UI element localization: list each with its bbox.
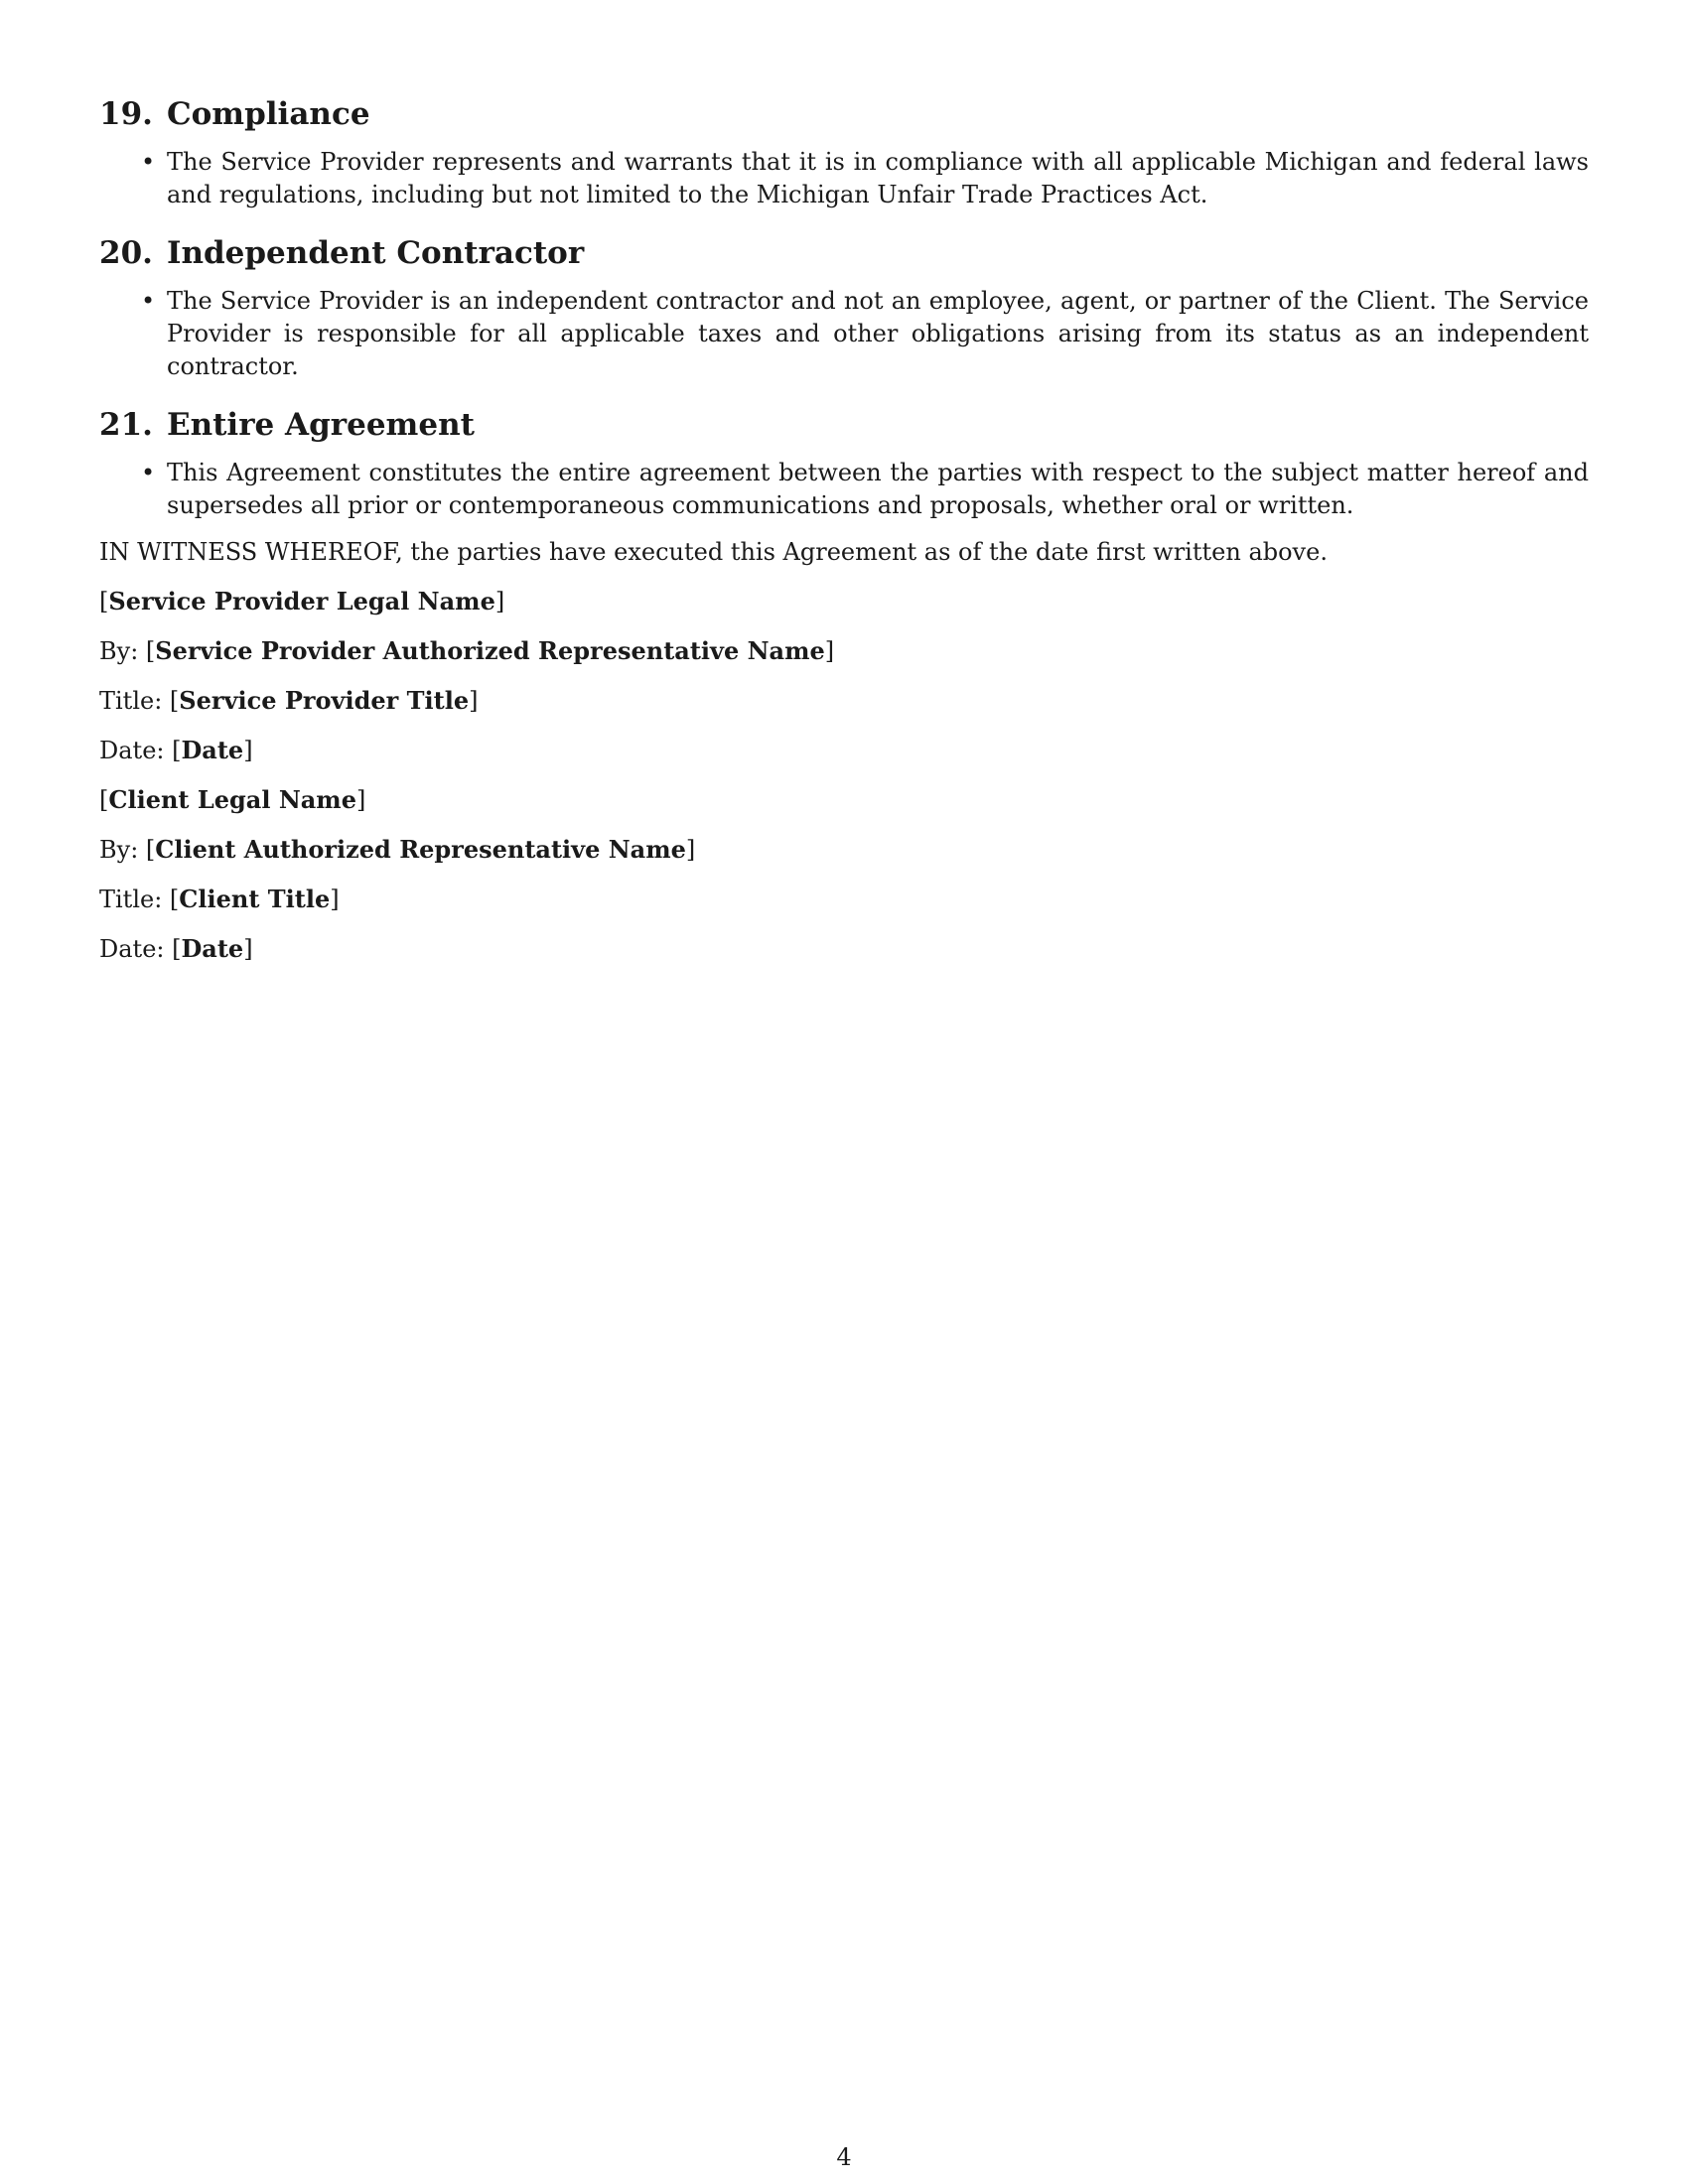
bullet-icon: •	[141, 148, 156, 176]
bullet-list	[99, 285, 1589, 383]
date-label: Date:	[99, 935, 165, 963]
provider-signature-block	[99, 585, 1589, 767]
client-date-value: Date	[181, 934, 244, 963]
provider-legal-name-value: Service Provider Legal Name	[108, 587, 495, 615]
section-heading	[99, 94, 1589, 134]
title-label: Title:	[99, 886, 163, 913]
client-by-line: By: [Client Authorized Representative Name]	[99, 835, 696, 864]
document-page	[99, 94, 1589, 982]
list-item-text: This Agreement constitutes the entire agreement between the parties with respect to the subject matter hereof and supersedes all prior or contemporaneous communications and proposals, whether oral or written.	[167, 459, 1589, 519]
date-label: Date:	[99, 737, 165, 764]
list-item-text: The Service Provider is an independent contractor and not an employee, agent, or partner of the Client. The Service Provider is responsible for all applicable taxes and other obligations arising from its status as an independent contractor.	[167, 287, 1589, 380]
provider-title-value: Service Provider Title	[179, 686, 470, 715]
list-item-text: The Service Provider represents and warrants that it is in compliance with all applicable Michigan and federal laws and regulations, including but not limited to the Michigan Unfair Trade Practices Act.	[167, 148, 1589, 208]
client-legal-name-value: Client Legal Name	[108, 785, 356, 814]
section-title: Compliance	[166, 96, 370, 132]
section-entire-agreement	[99, 405, 1589, 522]
list-item	[99, 146, 1589, 211]
client-signature-block	[99, 783, 1589, 966]
section-number: 19.	[99, 96, 153, 132]
section-number: 20.	[99, 235, 153, 271]
client-representative-name: Client Authorized Representative Name	[155, 835, 686, 864]
by-label: By:	[99, 836, 139, 864]
bullet-list	[99, 457, 1589, 522]
section-independent-contractor	[99, 233, 1589, 383]
bullet-icon: •	[141, 459, 156, 486]
provider-title-line: Title: [Service Provider Title]	[99, 686, 479, 715]
client-title-line: Title: [Client Title]	[99, 885, 340, 913]
list-item	[99, 285, 1589, 383]
section-heading	[99, 405, 1589, 445]
section-compliance	[99, 94, 1589, 211]
by-label: By:	[99, 637, 139, 665]
section-heading	[99, 233, 1589, 273]
section-title: Independent Contractor	[166, 235, 585, 271]
client-date-line: Date: [Date]	[99, 934, 253, 963]
page-number: 4	[836, 2143, 852, 2171]
provider-date-line: Date: [Date]	[99, 736, 253, 764]
title-label: Title:	[99, 687, 163, 715]
provider-date-value: Date	[181, 736, 244, 764]
client-title-value: Client Title	[179, 885, 331, 913]
provider-by-line: By: [Service Provider Authorized Representative Name]	[99, 636, 835, 665]
bullet-icon: •	[141, 287, 156, 315]
section-number: 21.	[99, 407, 153, 443]
list-item	[99, 457, 1589, 522]
witness-statement: IN WITNESS WHEREOF, the parties have executed this Agreement as of the date first written above.	[99, 538, 1328, 566]
provider-representative-name: Service Provider Authorized Representative Name	[155, 636, 825, 665]
bullet-list	[99, 146, 1589, 211]
client-legal-name: [Client Legal Name]	[99, 785, 366, 814]
provider-legal-name: [Service Provider Legal Name]	[99, 587, 505, 615]
section-title: Entire Agreement	[166, 407, 475, 443]
